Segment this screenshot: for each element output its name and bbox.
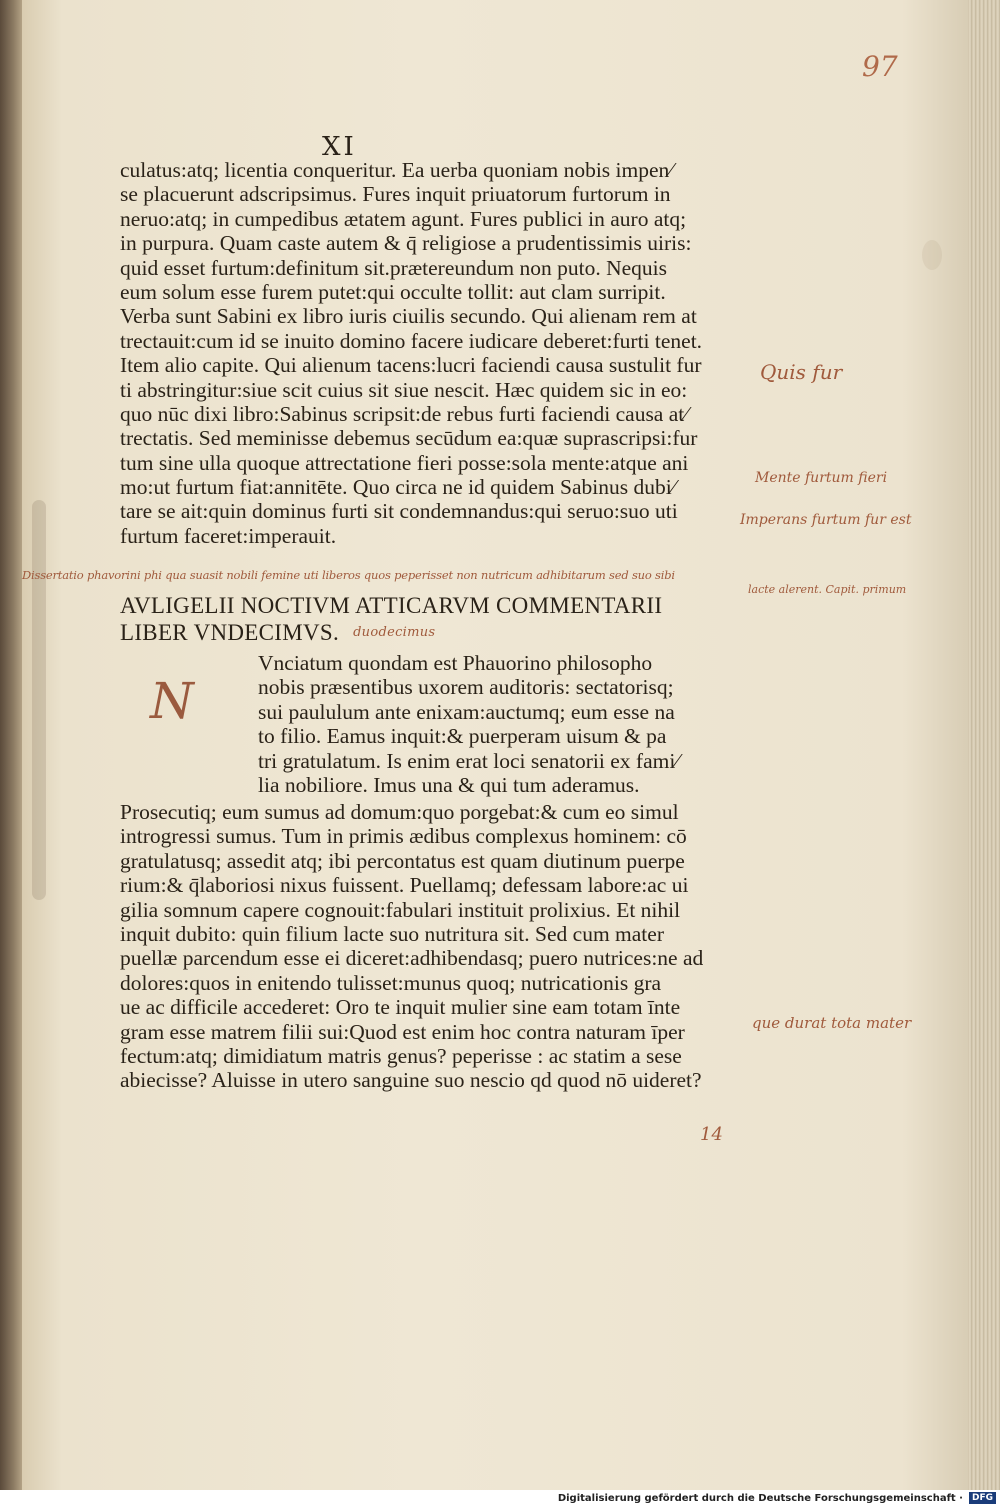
page-stain [922, 240, 942, 270]
text-line: ti abstringitur:siue scit cuius sit siue nescit. Hæc quidem sic in eo: [120, 377, 688, 402]
catchword: 14 [700, 1124, 723, 1145]
text-line: se placuerunt adscripsimus. Fures inquit priuatorum furtorum in [120, 182, 671, 207]
text-line: gilia somnum capere cognouit:fabulari instituit prolixius. Et nihil [120, 897, 681, 922]
text-block-top [120, 158, 745, 548]
text-line: rium:& q̄laboriosi nixus fuissent. Puellamq; defessam labore:ac ui [120, 873, 689, 898]
dfg-logo: DFG [969, 1492, 996, 1504]
book-spine [0, 0, 22, 1490]
text-line: tum sine ulla quoque attrectatione fieri posse:sola mente:atque ani [120, 450, 689, 475]
drop-cap-initial: N [150, 672, 194, 730]
text-block-indented [258, 651, 758, 797]
text-line: eum solum esse furem putet:qui occulte tollit: aut clam surripit. [120, 279, 666, 304]
text-line: in purpura. Quam caste autem & q̄ religiose a prudentissimis uiris: [120, 231, 692, 256]
text-line: tare se ait:quin dominus furti sit condemnandus:qui seruo:suo uti [120, 499, 678, 524]
text-line: furtum faceret:imperauit. [120, 523, 337, 548]
text-line: ue ac difficile accederet: Oro te inquit mulier sine eam totam īnte [120, 995, 681, 1020]
text-line: inquit dubito: quin filium lacte suo nutritura sit. Sed cum mater [120, 921, 664, 946]
text-line: neruo:atq; in cumpedibus ætatem agunt. Fures publici in auro atq; [120, 206, 687, 231]
folio-number: 97 [862, 50, 898, 83]
text-line: introgressi sumus. Tum in primis ædibus complexus hominem: cō [120, 824, 687, 849]
marginal-note-mente-furtum: Mente furtum fieri [755, 470, 888, 486]
page-edges [968, 0, 1000, 1490]
marginal-note-duodecimus: duodecimus [353, 625, 436, 640]
gutter-shadow [32, 500, 46, 900]
text-line: lia nobiliore. Imus una & qui tum aderamus. [258, 772, 640, 797]
marginal-note-que-durat: que durat tota mater [752, 1014, 912, 1032]
section-number: XI [322, 132, 357, 162]
text-line: dolores:quos in enitendo tulisset:munus quoq; nutricationis gra [120, 970, 662, 995]
footer-bar [0, 1490, 1000, 1506]
text-line: mo:ut furtum fiat:annitēte. Quo circa ne id quidem Sabinus dubi⁄ [120, 475, 676, 500]
marginal-note-dissertatio: Dissertatio phavorini phi qua suasit nobili femine uti liberos quos peperisset non nutricum adhibitarum sed suo sibi [22, 568, 675, 582]
text-line: Verba sunt Sabini ex libro iuris ciuilis secundo. Qui alienam rem at [120, 304, 697, 329]
marginal-note-imperans-furtum: Imperans furtum fur est [740, 512, 912, 528]
text-line: tri gratulatum. Is enim erat loci senatorii ex fami⁄ [258, 748, 679, 773]
text-line: Vnciatum quondam est Phauorino philosopho [258, 651, 653, 675]
text-line: to filio. Eamus inquit:& puerperam uisum & pa [258, 724, 667, 749]
text-line: puellæ parcendum esse ei diceret:adhibendasq; puero nutrices:ne ad [120, 946, 704, 971]
text-line: sui paululum ante enixam:auctumq; eum esse na [258, 699, 675, 724]
text-line: nobis præsentibus uxorem auditoris: sectatorisq; [258, 675, 674, 700]
text-line: gratulatusq; assedit atq; ibi percontatus est quam diutinum puerpe [120, 848, 685, 873]
text-line: Prosecutiq; eum sumus ad domum:quo porgebat:& cum eo simul [120, 800, 679, 824]
text-line: fectum:atq; dimidiatum matris genus? peperisse : ac statim a sese [120, 1043, 682, 1068]
text-line: abiecisse? Aluisse in utero sanguine suo nescio qd quod nō uideret? [120, 1068, 702, 1093]
text-line: trectauit:cum id se inuito domino facere iudicare deberet:furti tenet. [120, 328, 703, 353]
heading-line-text: LIBER VNDECIMVS. [120, 620, 340, 645]
text-block-bottom [120, 800, 745, 1093]
text-line: culatus:atq; licentia conqueritur. Ea uerba quoniam nobis impen⁄ [120, 158, 673, 182]
book-heading [120, 592, 760, 646]
text-line: trectatis. Sed meminisse debemus secūdum ea:quæ suprascripsi:fur [120, 426, 698, 451]
text-line: gram esse matrem filii sui:Quod est enim hoc contra naturam īper [120, 1019, 685, 1044]
marginal-note-dissertatio-cont: lacte alerent. Capit. primum [748, 583, 907, 596]
text-line: quo nūc dixi libro:Sabinus scripsit:de rebus furti faciendi causa at⁄ [120, 401, 688, 426]
text-line: Item alio capite. Qui alienum tacens:lucri faciendi causa sustulit fur [120, 353, 702, 378]
heading-line: AVLIGELII NOCTIVM ATTICARVM COMMENTARII [120, 593, 663, 618]
footer-text: Digitalisierung gefördert durch die Deutsche Forschungsgemeinschaft · [557, 1492, 963, 1504]
marginal-note-quis-fur: Quis fur [760, 360, 843, 384]
heading-line [120, 619, 760, 646]
text-line: quid esset furtum:definitum sit.prætereundum non puto. Nequis [120, 255, 667, 280]
